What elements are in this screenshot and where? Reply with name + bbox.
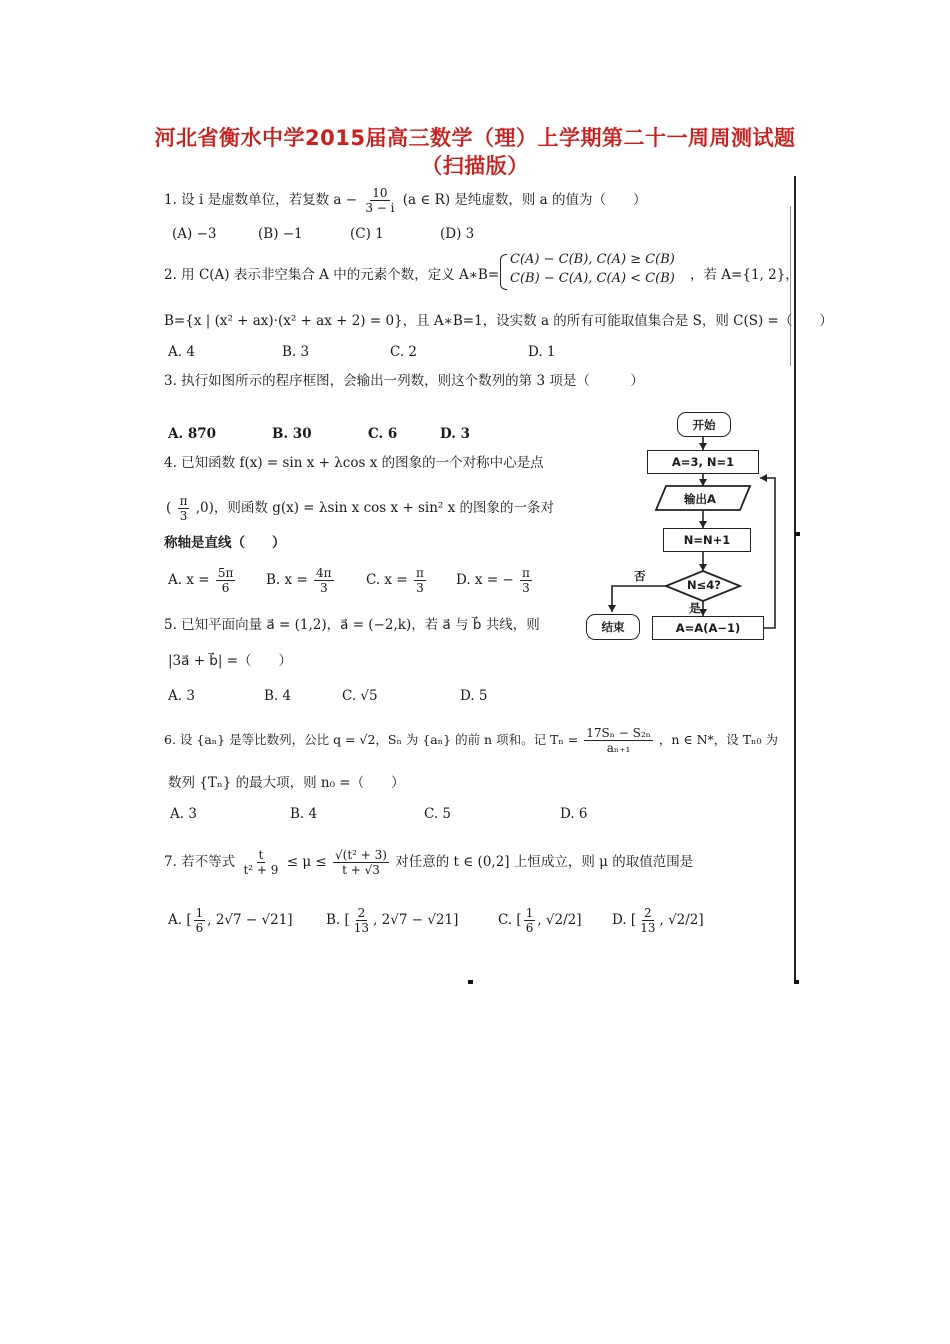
fraction-denominator: 3 <box>319 581 328 595</box>
question-6-stem-b: ，n ∈ N*，设 Tₙ₀ 为 <box>658 732 778 747</box>
question-2-option-b: B. 3 <box>282 344 310 360</box>
fraction-numerator: √(t² + 3) <box>335 848 387 862</box>
fraction-numerator: π <box>179 494 188 508</box>
option-tail: , √2/2] <box>659 912 704 928</box>
option-label: C. x = <box>366 572 408 588</box>
scanned-exam-page <box>150 176 833 986</box>
arrowhead <box>699 564 707 571</box>
question-4-line-1: 4. 已知函数 f(x) = sin x + λcos x 的图象的一个对称中心是点 <box>164 455 544 471</box>
flowchart-start: 开始 <box>677 412 731 437</box>
loop-back-connector <box>760 478 775 628</box>
arrowhead <box>699 443 707 450</box>
fraction-denominator: 13 <box>640 921 656 935</box>
question-5-line-2: |3a⃗ + b⃗| =（ ） <box>168 653 293 669</box>
question-6-option-c: C. 5 <box>424 806 452 822</box>
question-5-line-1: 5. 已知平面向量 a⃗ = (1,2)，a⃗ = (−2,k)，若 a⃗ 与 b⃗ 共线，则 <box>164 617 540 633</box>
question-1-option-a: (A) −3 <box>172 226 217 242</box>
fraction-denominator: 3 <box>522 581 530 595</box>
question-3: 3. 执行如图所示的程序框图，会输出一列数，则这个数列的第 3 项是（ ） <box>164 373 644 389</box>
question-6-option-d: D. 6 <box>560 806 588 822</box>
option-label: C. [ <box>498 912 522 928</box>
option-label: A. [ <box>168 912 192 928</box>
flowchart-update: A=A(A−1) <box>652 616 764 640</box>
fraction-numerator: 17Sₙ − S₂ₙ <box>586 726 651 740</box>
fraction-numerator: 1 <box>195 906 204 920</box>
question-5-option-c: C. √5 <box>342 688 378 704</box>
question-1-stem-a: 1. 设 i 是虚数单位，若复数 a − <box>164 192 358 208</box>
fraction-numerator: π <box>415 566 424 580</box>
question-2-line-2: B={x | (x² + ax)·(x² + ax + 2) = 0}，且 A∗B=1，设实数 a 的所有可能取值集合是 S，则 C(S) =（ ） <box>164 313 833 329</box>
fraction-numerator: 4π <box>316 566 332 580</box>
option-label: D. [ <box>612 912 637 928</box>
arrowhead <box>760 474 767 482</box>
option-label: D. x = − <box>456 572 514 588</box>
arrowhead <box>608 605 616 612</box>
flowchart-increment: N=N+1 <box>663 528 751 552</box>
question-6-line-2: 数列 {Tₙ} 的最大项，则 n₀ =（ ） <box>168 775 405 791</box>
document-subtitle: （扫描版） <box>421 154 529 178</box>
question-6-option-a: A. 3 <box>170 806 197 822</box>
question-7-mid: ≤ μ ≤ <box>286 854 327 870</box>
open-paren: ( <box>166 500 172 516</box>
piecewise-case-1: C(A) − C(B), C(A) ≥ C(B) <box>510 252 675 267</box>
question-6-stem-a: 6. 设 {aₙ} 是等比数列，公比 q = √2，Sₙ 为 {aₙ} 的前 n 项和。记 Tₙ = <box>164 732 579 747</box>
question-2-stem-b: ，若 A={1, 2}， <box>690 267 799 283</box>
option-tail: , 2√7 − √21] <box>207 912 293 928</box>
arrowhead <box>699 521 707 528</box>
fraction-denominator: 13 <box>353 921 370 935</box>
fraction-denominator: 6 <box>195 921 204 935</box>
flowchart-condition: N≤4? <box>687 578 721 592</box>
question-2-option-c: C. 2 <box>390 344 418 360</box>
option-tail: , 2√7 − √21] <box>373 912 459 928</box>
option-label: A. x = <box>168 572 210 588</box>
arrowhead <box>699 479 707 486</box>
question-2-stem-a: 2. 用 C(A) 表示非空集合 A 中的元素个数，定义 A∗B= <box>164 267 500 283</box>
question-2-option-a: A. 4 <box>168 344 195 360</box>
question-1-option-c: (C) 1 <box>350 226 384 242</box>
option-tail: , √2/2] <box>537 912 582 928</box>
question-7-stem-a: 7. 若不等式 <box>164 854 236 870</box>
fraction-denominator: 3 <box>416 581 424 595</box>
flowchart-no-label: 否 <box>634 569 646 583</box>
program-flowchart <box>150 176 802 986</box>
fraction-denominator: aₙ₊₁ <box>606 741 631 755</box>
question-5-option-b: B. 4 <box>264 688 292 704</box>
option-label: B. [ <box>326 912 350 928</box>
question-6-option-b: B. 4 <box>290 806 318 822</box>
fraction-numerator: 1 <box>525 906 534 920</box>
flowchart-end: 结束 <box>586 614 640 640</box>
piecewise-case-2: C(B) − C(A), C(A) < C(B) <box>510 271 675 286</box>
connector-no <box>612 586 666 612</box>
question-4-line-2-text: ,0)，则函数 g(x) = λsin x cos x + sin² x 的图象的一条对 <box>195 500 555 516</box>
question-5-option-d: D. 5 <box>460 688 488 704</box>
question-7-stem-b: 对任意的 t ∈ (0,2] 上恒成立，则 μ 的取值范围是 <box>395 854 694 870</box>
question-2-option-d: D. 1 <box>528 344 556 360</box>
fraction-numerator: t <box>258 848 264 862</box>
fraction-numerator: 5π <box>217 566 234 580</box>
document-title: 河北省衡水中学2015届高三数学（理）上学期第二十一周周测试题 <box>154 126 796 150</box>
flowchart-output: 输出A <box>684 492 716 506</box>
flowchart-init: A=3, N=1 <box>647 450 759 474</box>
fraction-denominator: 6 <box>221 581 230 595</box>
question-4-line-3: 称轴是直线（ ） <box>164 535 286 551</box>
option-label: B. x = <box>266 572 308 588</box>
fraction-denominator: 3 <box>179 509 188 523</box>
fraction-denominator: t + √3 <box>342 863 380 877</box>
fraction-numerator: 2 <box>357 906 366 920</box>
fraction-denominator: 3 − i <box>365 201 395 215</box>
question-3-option-b: B. 30 <box>272 426 312 442</box>
question-5-option-a: A. 3 <box>168 688 195 704</box>
fraction-denominator: t² + 9 <box>243 863 279 877</box>
flowchart-yes-label: 是 <box>689 601 701 615</box>
question-1-option-d: (D) 3 <box>440 226 475 242</box>
question-3-option-a: A. 870 <box>168 426 217 442</box>
fraction-denominator: 6 <box>525 921 534 935</box>
fraction-numerator: 2 <box>644 906 652 920</box>
question-1-stem-b: (a ∈ R) 是纯虚数，则 a 的值为（ ） <box>402 192 647 208</box>
fraction-numerator: 10 <box>372 186 388 200</box>
question-1-option-b: (B) −1 <box>258 226 303 242</box>
question-3-option-c: C. 6 <box>368 426 398 442</box>
fraction-numerator: π <box>522 566 530 580</box>
question-3-option-d: D. 3 <box>440 426 471 442</box>
